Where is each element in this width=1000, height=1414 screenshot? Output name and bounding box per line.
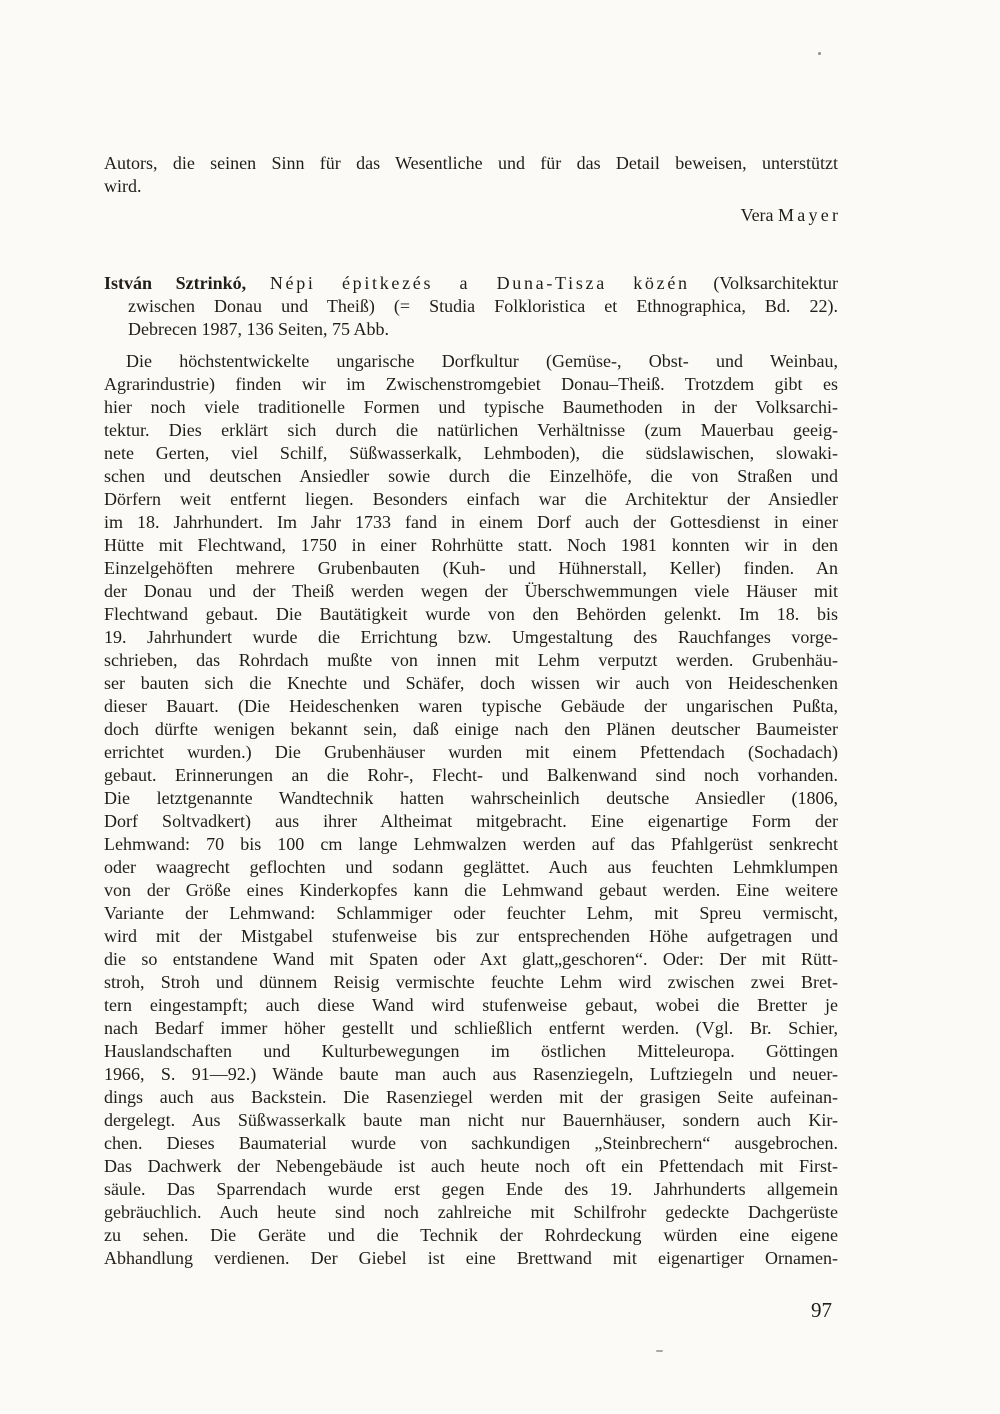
reviewer-signature [104, 204, 842, 227]
text-line: oder waagrecht geflochten und sodann geglättet. Auch aus feuchten Lehmklumpen [104, 857, 838, 877]
text-line: nete Gerten, viel Schilf, Süßwasserkalk, Lehmboden), die südslawischen, slowaki- [104, 443, 838, 463]
page-number: 97 [811, 1298, 832, 1322]
text-line: gebaut. Erinnerungen an die Rohr-, Flecht- und Balkenwand sind noch vorhanden. [104, 765, 838, 785]
text-line: tektur. Dies erklärt sich durch die natürlichen Verhältnisse (zum Mauerbau geeig- [104, 420, 838, 440]
review-body [104, 350, 838, 1270]
text-line: Lehmwand: 70 bis 100 cm lange Lehmwalzen werden auf das Pfahlgerüst senkrecht [104, 834, 838, 854]
review-heading [104, 272, 838, 341]
text-line: 1966, S. 91—92.) Wände baute man auch aus Rasenziegeln, Luftziegeln und neuer- [104, 1064, 838, 1084]
review-heading-line-2: zwischen Donau und Theiß) (= Studia Folkloristica et Ethnographica, Bd. 22). [128, 296, 838, 316]
reviewer-first-name: Vera [740, 205, 774, 225]
text-line: im 18. Jahrhundert. Im Jahr 1733 fand in einem Dorf auch der Gottesdienst in einer [104, 512, 838, 532]
text-line: chen. Dieses Baumaterial wurde von sachkundigen „Steinbrechern“ ausgebrochen. [104, 1133, 838, 1153]
text-line: dieser Bauart. (Die Heideschenken waren typische Gebäude der ungarischen Pußta, [104, 696, 838, 716]
review-author: István Sztrinkó, [104, 273, 247, 293]
text-line: schrieben, das Rohrdach mußte von innen mit Lehm verputzt werden. Grubenhäu- [104, 650, 838, 670]
text-line: von der Größe eines Kinderkopfes kann die Lehmwand gebaut werden. Eine weitere [104, 880, 838, 900]
reviewer-last-name: Mayer [778, 205, 842, 225]
text-column [104, 0, 842, 1270]
text-line: Dorf Soltvadkert) aus ihrer Altheimat mitgebracht. Eine eigenartige Form der [104, 811, 838, 831]
text-line: tern eingestampft; auch diese Wand wird stufenweise gebaut, wobei die Bretter je [104, 995, 838, 1015]
closing-paragraph [104, 152, 838, 198]
scan-speck-bottom [656, 1350, 663, 1352]
text-line: nach Bedarf immer höher gestellt und schließlich entfernt werden. (Vgl. Br. Schier, [104, 1018, 838, 1038]
text-line: schen und deutschen Ansiedler sowie durch die Einzelhöfe, die von Straßen und [104, 466, 838, 486]
text-line: errichtet wurden.) Die Grubenhäuser wurden mit einem Pfettendach (Sochadach) [104, 742, 838, 762]
text-line: Variante der Lehmwand: Schlammiger oder feuchter Lehm, mit Spreu vermischt, [104, 903, 838, 923]
text-line: Einzelgehöften mehrere Grubenbauten (Kuh- und Hühnerstall, Keller) finden. An [104, 558, 838, 578]
text-line: die so entstandene Wand mit Spaten oder Axt glatt„geschoren“. Oder: Der mit Rütt- [104, 949, 838, 969]
text-line: Die höchstentwickelte ungarische Dorfkultur (Gemüse-, Obst- und Weinbau, [126, 351, 838, 371]
text-line: Dörfern weit entfernt liegen. Besonders einfach war die Architektur der Ansiedler [104, 489, 838, 509]
text-line: zu sehen. Die Geräte und die Technik der Rohrdeckung würden eine eigene [104, 1225, 838, 1245]
text-line: ser bauten sich die Knechte und Schäfer, doch wissen wir auch von Heideschenken [104, 673, 838, 693]
text-line: 19. Jahrhundert wurde die Errichtung bzw. Umgestaltung des Rauchfanges vorge- [104, 627, 838, 647]
text-line: Flechtwand gebaut. Die Bautätigkeit wurde von den Behörden gelenkt. Im 18. bis [104, 604, 838, 624]
review-heading-line-3: Debrecen 1987, 136 Seiten, 75 Abb. [128, 319, 389, 339]
review-heading-line-1 [104, 272, 838, 295]
text-line: der Donau und der Theiß werden wegen der Überschwemmungen viele Häuser mit [104, 581, 838, 601]
text-line: dings auch aus Backstein. Die Rasenziegel werden mit der grasigen Seite aufeinan- [104, 1087, 838, 1107]
text-line: Das Dachwerk der Nebengebäude ist auch heute noch oft ein Pfettendach mit First- [104, 1156, 838, 1176]
text-line: gebräuchlich. Auch heute sind noch zahlreiche mit Schilfrohr gedeckte Dachgerüste [104, 1202, 838, 1222]
review-title-spaced: Népi épitkezés a Duna-Tisza közén [269, 273, 690, 293]
text-line: Die letztgenannte Wandtechnik hatten wahrscheinlich deutsche Ansiedler (1806, [104, 788, 838, 808]
text-line: dergelegt. Aus Süßwasserkalk baute man nicht nur Bauernhäuser, sondern auch Kir- [104, 1110, 838, 1130]
text-line: Hauslandschaften und Kulturbewegungen im östlichen Mitteleuropa. Göttingen [104, 1041, 838, 1061]
text-line: stroh, Stroh und dünnem Reisig vermischte feuchte Lehm wird zwischen zwei Bret- [104, 972, 838, 992]
review-title-rest: (Volksarchitektur [713, 273, 838, 293]
text-line: Hütte mit Flechtwand, 1750 in einer Rohrhütte statt. Noch 1981 konnten wir in den [104, 535, 838, 555]
text-line: säule. Das Sparrendach wurde erst gegen Ende des 19. Jahrhunderts allgemein [104, 1179, 838, 1199]
text-line: doch dürfte wenigen bekannt sein, daß einige nach den Plänen deutscher Baumeister [104, 719, 838, 739]
text-line: hier noch viele traditionelle Formen und typische Baumethoden in der Volksarchi- [104, 397, 838, 417]
text-line: Autors, die seinen Sinn für das Wesentliche und für das Detail beweisen, unterstützt [104, 153, 838, 173]
text-line: wird mit der Mistgabel stufenweise bis zur entsprechenden Höhe aufgetragen und [104, 926, 838, 946]
text-line: Agrarindustrie) finden wir im Zwischenstromgebiet Donau–Theiß. Trotzdem gibt es [104, 374, 838, 394]
text-line: Abhandlung verdienen. Der Giebel ist eine Brettwand mit eigenartiger Ornamen- [104, 1248, 838, 1268]
text-line: wird. [104, 176, 142, 196]
